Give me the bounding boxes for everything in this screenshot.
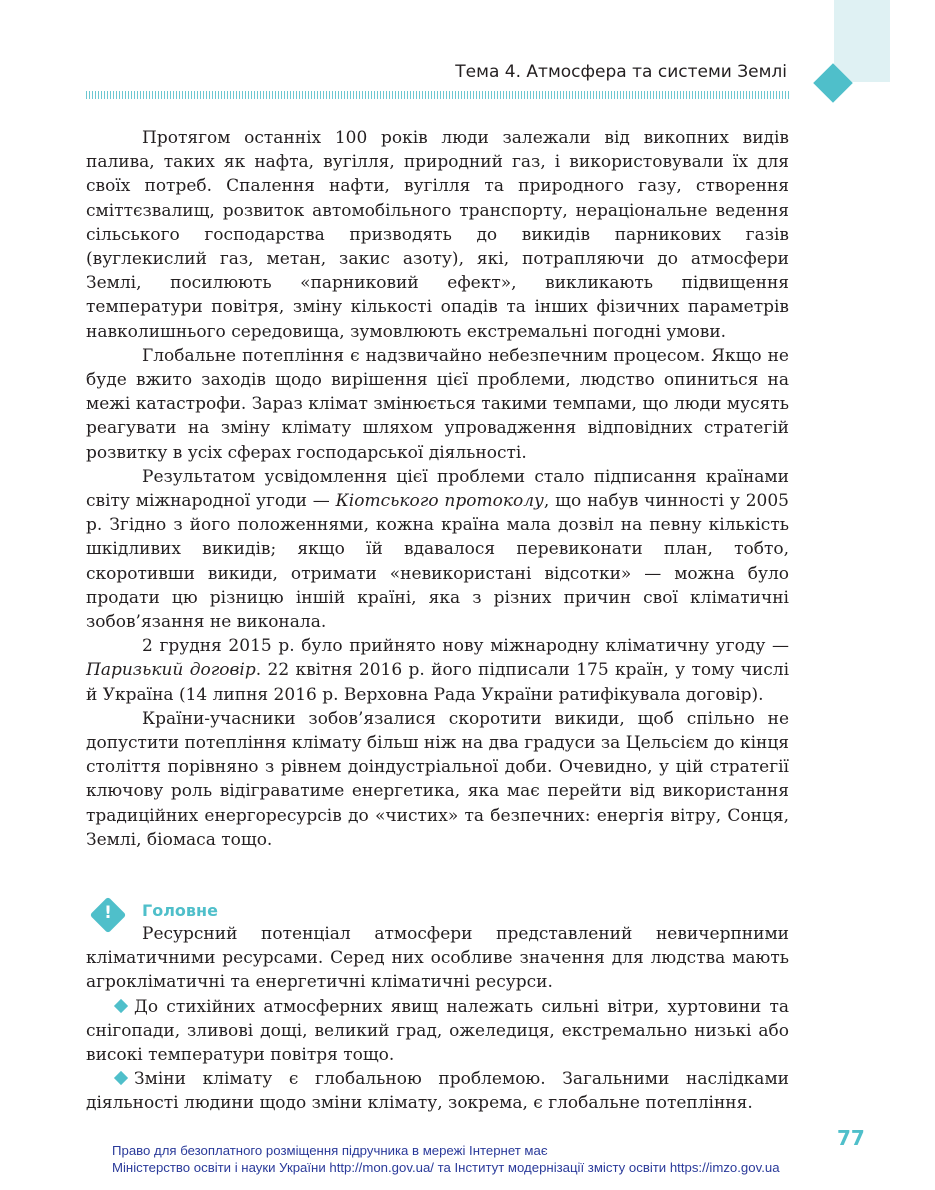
diamond-bullet-icon [114, 999, 128, 1013]
corner-tab [834, 0, 890, 82]
summary-bullet-2-text: Зміни клімату є глобальною проблемою. Загальними наслідками діяльності людини щодо зміни клімату, зокрема, є глобальне потепління. [86, 1069, 789, 1114]
paris-agreement-term: Паризький договір [86, 660, 256, 681]
summary-intro: Ресурсний потенціал атмосфери представлений невичерпними кліматичними ресурсами. Серед них особливе значення для людства мають агрокліматичні та енергетичні кліматичні ресурси. [86, 924, 789, 993]
paragraph-3-text-a: Результатом усвідомлення цієї проблеми стало підписання країнами світу міжнародної угоди — [86, 466, 789, 512]
diamond-bullet-icon [114, 1071, 128, 1085]
kyoto-protocol-term: Кіотського протоколу [335, 491, 544, 512]
summary-bullet-1-text: До стихійних атмосферних явищ належать сильні вітри, хуртовини та снігопади, зливові дощі, великий град, ожеледиця, екстремально низькі або високі температури повітря тощо. [86, 996, 789, 1066]
page-number: 77 [837, 1126, 865, 1150]
paragraph-4 [86, 634, 789, 707]
footer-line-2: Міністерство освіти і науки України http://mon.gov.ua/ та Інститут модернізації змісту освіти https://imzo.gov.ua [112, 1160, 780, 1175]
paragraph-1: Протягом останніх 100 років люди залежали від викопних видів палива, таких як нафта, вугілля, природний газ, і використовували їх для своїх потреб. Спалення нафти, вугілля та природного газу, створення сміттєзвалищ, розвиток автомобільного транспорту, нераціональне ведення сільського господарства призводять до викидів парникових газів (вуглекислий газ, метан, закис азоту), які, потрапляючи до атмосфери Землі, посилюють «парниковий ефект», викликають підвищення температури повітря, зміну кількості опадів та інших фізичних параметрів навколишнього середовища, зумовлюють екстремальні погодні умови. [86, 128, 789, 342]
summary-title: Головне [142, 901, 218, 920]
body-text [86, 126, 789, 852]
summary-text [86, 922, 789, 1116]
running-head: Тема 4. Атмосфера та системи Землі [455, 62, 787, 82]
paragraph-5: Країни-учасники зобов’язалися скоротити викиди, щоб спільно не допустити потепління клімату більш ніж на два градуси за Цельсієм до кінця століття порівняно з рівнем доіндустріальної доби. Очевидно, у цій стратегії ключову роль відіграватиме енергетика, яка має перейти від використання традиційних енергоресурсів до «чистих» та безпечних: енергія вітру, Сонця, Землі, біомаса тощо. [86, 708, 789, 850]
paragraph-3 [86, 465, 789, 634]
footer-line-1: Право для безоплатного розміщення підручника в мережі Інтернет має [112, 1143, 548, 1158]
paragraph-3-text-b: , що набув чинності у 2005 р. Згідно з його положеннями, кожна країна мала дозвіл на певну кількість шкідливих викидів; якщо їй вдавалося перевиконати план, тобто, скоротивши викиди, отримати «невикористані відсотки» — можна було продати цю різницю іншій країні, яка з різних причин свої кліматичні зобов’язання не виконала. [86, 491, 789, 633]
header-dotted-rule [86, 91, 789, 99]
paragraph-2: Глобальне потепління є надзвичайно небезпечним процесом. Якщо не буде вжито заходів щодо вирішення цієї проблеми, людство опиниться на межі катастрофи. Зараз клімат змінюється такими темпами, що люди мусять реагувати на зміну клімату шляхом упровадження відповідних стратегій розвитку в усіх сферах господарської діяльності. [86, 345, 789, 463]
paragraph-4-text-b: . 22 квітня 2016 р. його підписали 175 країн, у тому числі й Україна (14 липня 2016 р. Верховна Рада України ратифікувала договір). [86, 660, 790, 705]
exclamation-glyph: ! [104, 903, 112, 923]
summary-bullet-2 [86, 1067, 789, 1115]
summary-bullet-1 [86, 995, 789, 1068]
footer-notice [112, 1142, 780, 1176]
paragraph-4-text-a: 2 грудня 2015 р. було прийнято нову міжнародну кліматичну угоду — [142, 636, 789, 657]
